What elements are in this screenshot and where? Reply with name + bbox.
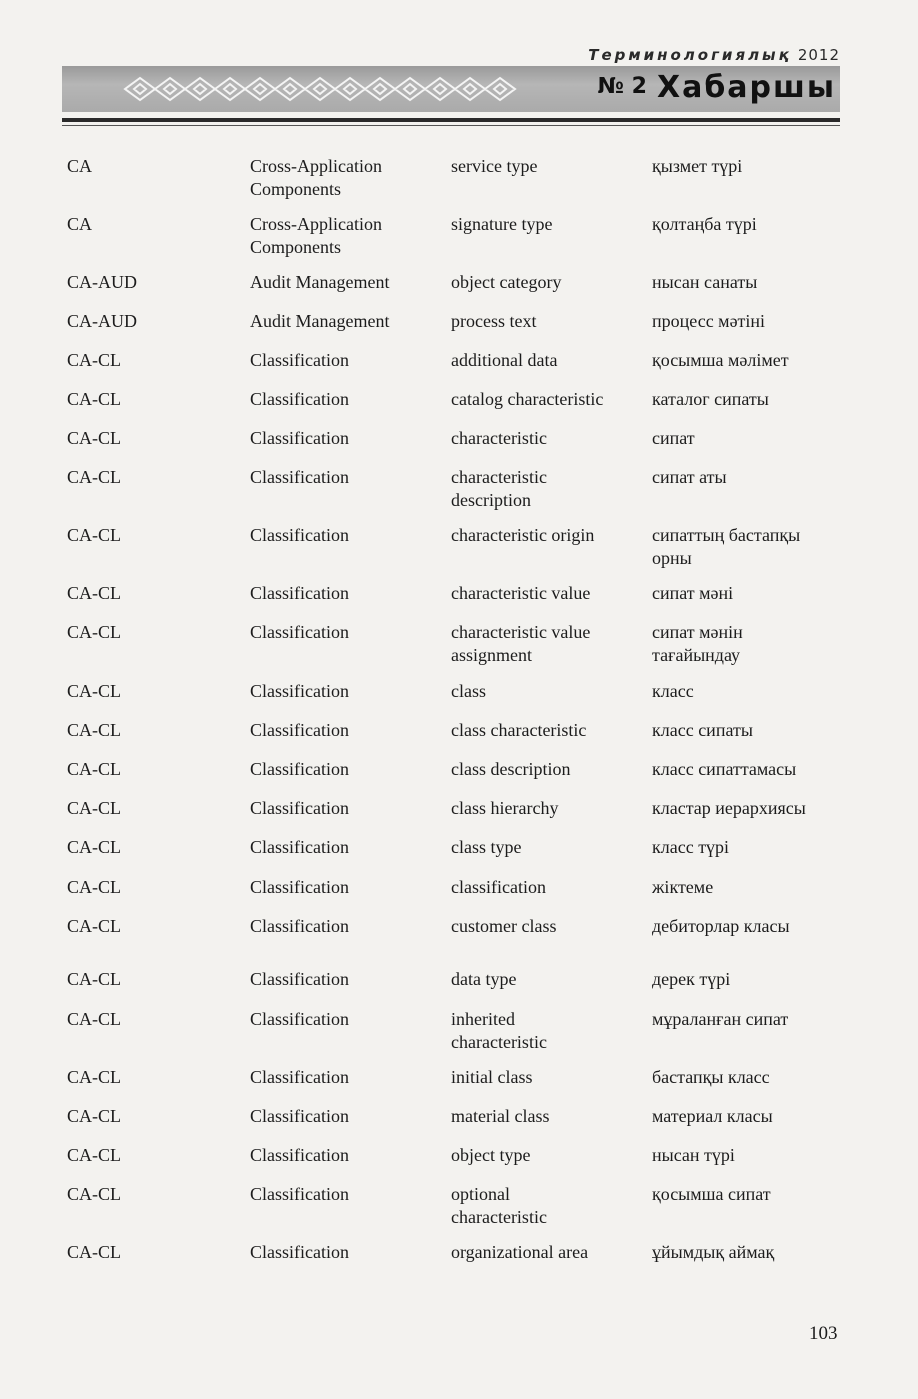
term-english: data type bbox=[451, 969, 517, 989]
term-english: characteristic bbox=[451, 428, 547, 448]
term-english: process text bbox=[451, 311, 537, 331]
term-module: Classification bbox=[250, 428, 349, 448]
term-code: CA-CL bbox=[67, 525, 121, 545]
term-module: Cross-Application Components bbox=[250, 156, 382, 199]
term-kazakh: дерек түрі bbox=[652, 969, 731, 989]
term-module: Classification bbox=[250, 583, 349, 603]
term-module: Classification bbox=[250, 1106, 349, 1126]
term-module: Classification bbox=[250, 1009, 349, 1029]
term-code: CA-CL bbox=[67, 798, 121, 818]
term-code: CA-CL bbox=[67, 1242, 121, 1262]
term-kazakh: нысан санаты bbox=[652, 272, 758, 292]
term-english: material class bbox=[451, 1106, 550, 1126]
term-code: CA-CL bbox=[67, 389, 121, 409]
term-english: object category bbox=[451, 272, 562, 292]
term-english: optional characteristic bbox=[451, 1184, 547, 1227]
term-english: class type bbox=[451, 837, 522, 857]
page-number: 103 bbox=[809, 1323, 838, 1344]
term-kazakh: дебиторлар класы bbox=[652, 916, 790, 936]
term-kazakh: сипат bbox=[652, 428, 695, 448]
term-kazakh: процесс мәтіні bbox=[652, 311, 766, 331]
term-english: customer class bbox=[451, 916, 557, 936]
term-code: CA-CL bbox=[67, 916, 121, 936]
term-module: Audit Management bbox=[250, 311, 390, 331]
term-code: CA-CL bbox=[67, 720, 121, 740]
term-module: Classification bbox=[250, 681, 349, 701]
term-module: Classification bbox=[250, 969, 349, 989]
term-english: object type bbox=[451, 1145, 531, 1165]
term-code: CA-CL bbox=[67, 969, 121, 989]
term-kazakh: класс түрі bbox=[652, 837, 730, 857]
journal-year: 2012 bbox=[797, 46, 840, 64]
term-english: class characteristic bbox=[451, 720, 587, 740]
issue-number: № 2 bbox=[597, 74, 647, 99]
term-code: CA bbox=[67, 156, 93, 176]
term-kazakh: жіктеме bbox=[652, 877, 714, 897]
term-module: Classification bbox=[250, 525, 349, 545]
term-english: initial class bbox=[451, 1067, 533, 1087]
term-english: class bbox=[451, 681, 486, 701]
term-code: CA-CL bbox=[67, 350, 121, 370]
term-module: Cross-Application Components bbox=[250, 214, 382, 257]
term-code: CA-CL bbox=[67, 1009, 121, 1029]
term-module: Classification bbox=[250, 916, 349, 936]
journal-name: Терминологиялық bbox=[588, 46, 792, 64]
term-module: Classification bbox=[250, 1242, 349, 1262]
term-kazakh: мұраланған сипат bbox=[652, 1009, 789, 1029]
term-kazakh: нысан түрі bbox=[652, 1145, 735, 1165]
term-code: CA-CL bbox=[67, 1106, 121, 1126]
term-english: class description bbox=[451, 759, 571, 779]
term-kazakh: материал класы bbox=[652, 1106, 773, 1126]
term-english: signature type bbox=[451, 214, 553, 234]
term-kazakh: қосымша мәлімет bbox=[652, 350, 789, 370]
term-english: classification bbox=[451, 877, 546, 897]
term-module: Classification bbox=[250, 798, 349, 818]
term-module: Classification bbox=[250, 720, 349, 740]
term-code: CA-CL bbox=[67, 1184, 121, 1204]
term-module: Classification bbox=[250, 350, 349, 370]
journal-title-text: Хабаршы bbox=[656, 70, 836, 105]
term-module: Classification bbox=[250, 877, 349, 897]
term-code: CA-CL bbox=[67, 1145, 121, 1165]
term-code: CA-CL bbox=[67, 622, 121, 642]
term-english: characteristic value assignment bbox=[451, 622, 591, 665]
term-english: catalog characteristic bbox=[451, 389, 604, 409]
term-english: inherited characteristic bbox=[451, 1009, 547, 1052]
term-kazakh: сипат аты bbox=[652, 467, 727, 487]
term-code: CA-CL bbox=[67, 877, 121, 897]
term-module: Classification bbox=[250, 1184, 349, 1204]
term-module: Classification bbox=[250, 1145, 349, 1165]
term-english: service type bbox=[451, 156, 538, 176]
term-kazakh: қызмет түрі bbox=[652, 156, 743, 176]
term-module: Classification bbox=[250, 467, 349, 487]
term-english: characteristic origin bbox=[451, 525, 595, 545]
term-english: class hierarchy bbox=[451, 798, 559, 818]
term-kazakh: класс сипаттамасы bbox=[652, 759, 797, 779]
term-english: characteristic value bbox=[451, 583, 591, 603]
term-module: Classification bbox=[250, 759, 349, 779]
term-code: CA-CL bbox=[67, 467, 121, 487]
term-code: CA-CL bbox=[67, 428, 121, 448]
term-module: Classification bbox=[250, 622, 349, 642]
term-code: CA bbox=[67, 214, 93, 234]
term-kazakh: класс bbox=[652, 681, 694, 701]
term-kazakh: қосымша сипат bbox=[652, 1184, 771, 1204]
term-english: characteristic description bbox=[451, 467, 547, 510]
term-code: CA-CL bbox=[67, 681, 121, 701]
term-module: Audit Management bbox=[250, 272, 390, 292]
term-kazakh: ұйымдық аймақ bbox=[652, 1242, 775, 1262]
term-module: Classification bbox=[250, 1067, 349, 1087]
term-kazakh: каталог сипаты bbox=[652, 389, 769, 409]
term-code: CA-AUD bbox=[67, 311, 137, 331]
term-kazakh: сипат мәнін тағайындау bbox=[652, 622, 743, 665]
term-kazakh: бастапқы класс bbox=[652, 1067, 770, 1087]
term-code: CA-AUD bbox=[67, 272, 137, 292]
term-english: additional data bbox=[451, 350, 558, 370]
term-kazakh: сипат мәні bbox=[652, 583, 734, 603]
term-kazakh: кластар иерархиясы bbox=[652, 798, 806, 818]
term-code: CA-CL bbox=[67, 837, 121, 857]
term-kazakh: класс сипаты bbox=[652, 720, 753, 740]
term-code: CA-CL bbox=[67, 583, 121, 603]
term-kazakh: сипаттың бастапқы орны bbox=[652, 525, 801, 568]
term-module: Classification bbox=[250, 389, 349, 409]
term-english: organizational area bbox=[451, 1242, 589, 1262]
term-code: CA-CL bbox=[67, 759, 121, 779]
term-code: CA-CL bbox=[67, 1067, 121, 1087]
term-kazakh: қолтаңба түрі bbox=[652, 214, 757, 234]
term-module: Classification bbox=[250, 837, 349, 857]
